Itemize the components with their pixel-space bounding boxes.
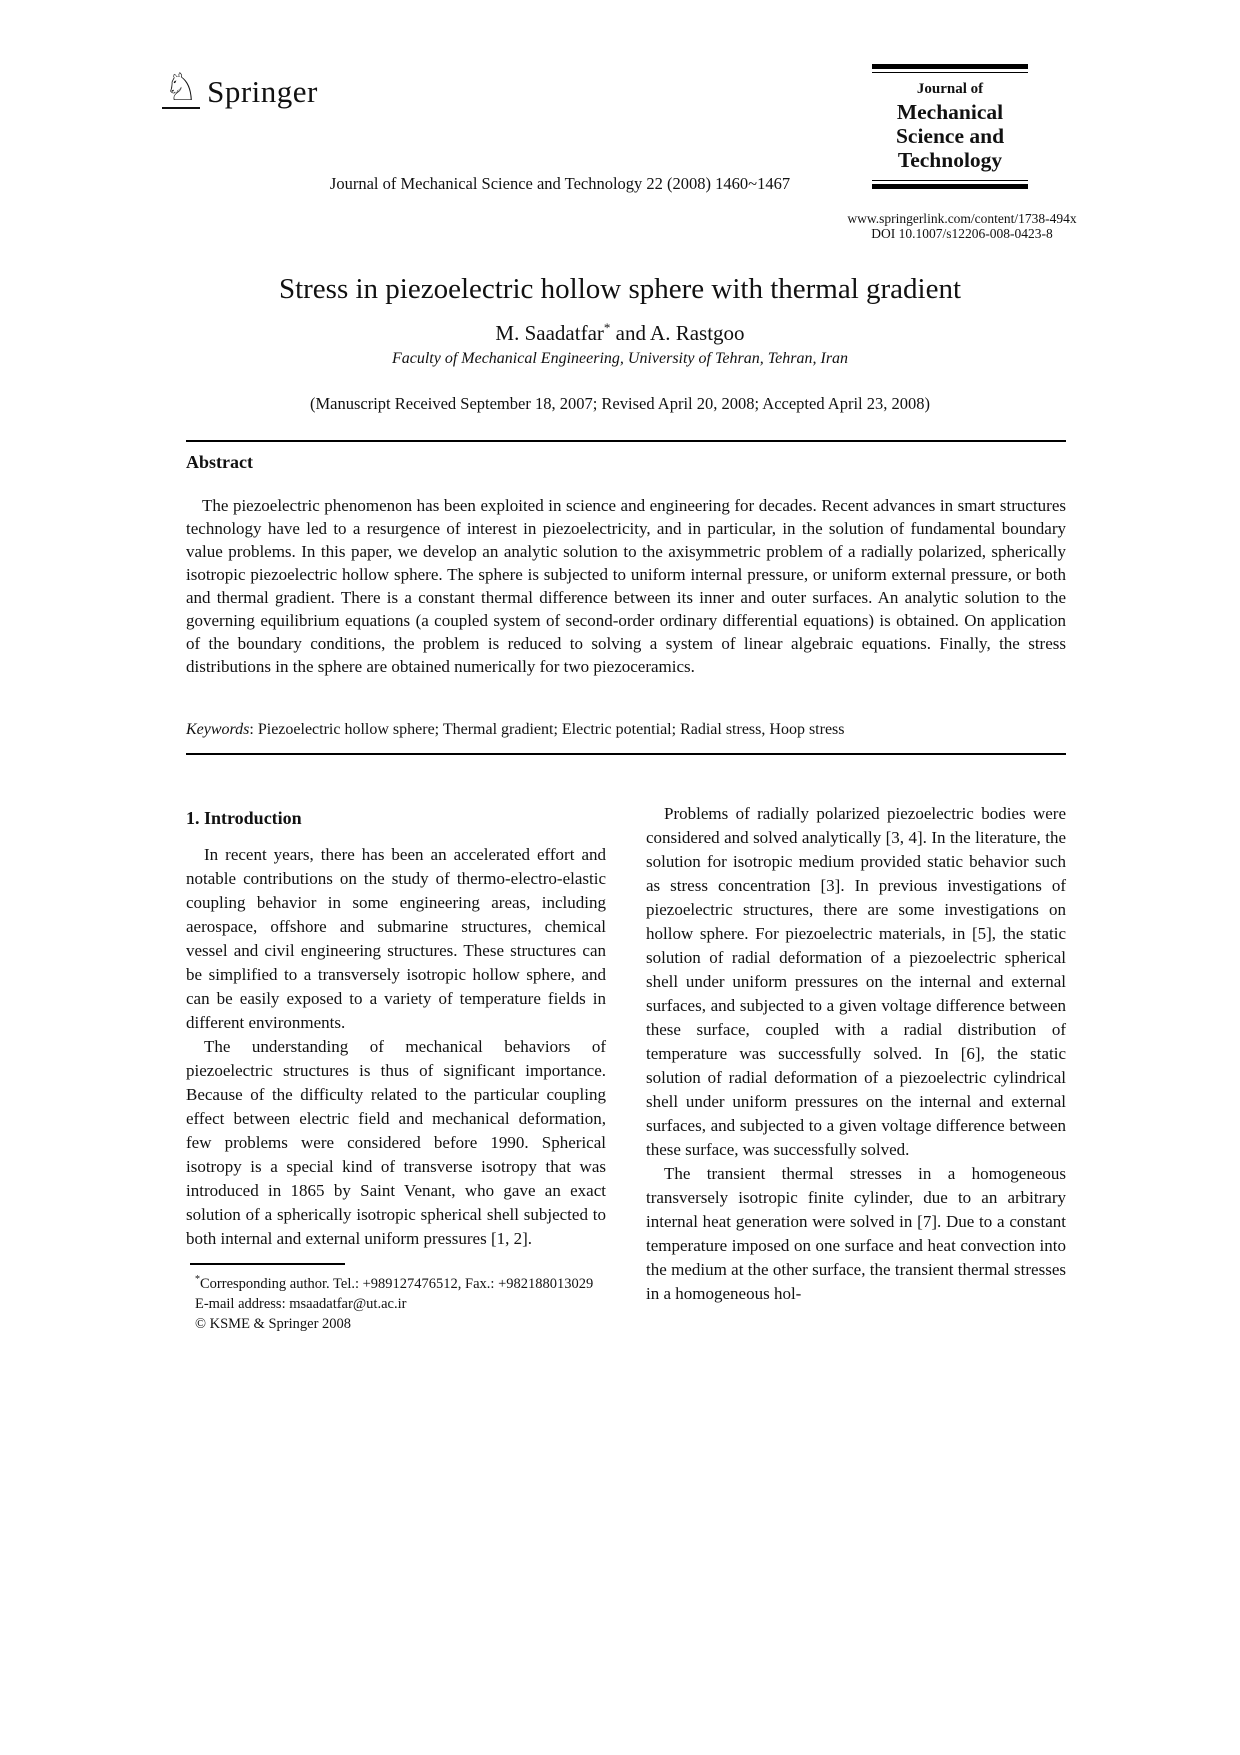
publisher-name: Springer [207, 74, 318, 109]
footnote-corresponding-author [190, 1270, 606, 1294]
footnote-rule [190, 1263, 345, 1265]
paragraph: The transient thermal stresses in a homogeneous transversely isotropic finite cylinder, due to an arbitrary internal heat generation were solved in [7]. Due to a constant temperature imposed on one surface and heat convection into the medium at the other surface, the transient thermal stresses in a homogeneous hol- [646, 1164, 1066, 1303]
footnote-copyright: © KSME & Springer 2008 [195, 1315, 352, 1332]
footnote-contact: Corresponding author. Tel.: +989127476512, Fax.: +982188013029 [200, 1275, 594, 1292]
journal-of-label: Journal of [916, 81, 984, 97]
authors-line [120, 320, 1120, 346]
footnote-marker: * [195, 1274, 200, 1285]
body-columns [186, 800, 1066, 1334]
journal-citation-line: Journal of Mechanical Science and Technology 22 (2008) 1460~1467 [329, 174, 791, 193]
author-1: M. Saadatfar [495, 321, 604, 345]
author-2: and A. Rastgoo [610, 321, 745, 345]
paragraph: Problems of radially polarized piezoelectric bodies were considered and solved analytically [3, 4]. In the literature, the solution for isotropic medium provided static behavior such as stress concentration [3]. In previous investigations of piezoelectric structures, there are some investigations on hollow sphere. For piezoelectric materials, in [5], the static solution of radial deformation of a piezoelectric spherical shell under uniform pressures on the internal and external surfaces, and subjected to a given voltage difference between these surface, coupled with a radial distribution of temperature was successfully solved. In [6], the static solution of radial deformation of a piezoelectric cylindrical shell under uniform pressures on the internal and external surfaces, and subjected to a given voltage difference between these surface, was successfully solved. [646, 804, 1066, 1159]
rule-thin [872, 180, 1028, 181]
affiliation-line: Faculty of Mechanical Engineering, University of Tehran, Tehran, Iran [391, 350, 849, 367]
abstract-text: The piezoelectric phenomenon has been exploited in science and engineering for decades. Recent advances in smart structures technology have led to a resurgence of interest in piezoelectricity, and in particular, in the solution of fundamental boundary value problems. In this paper, we develop an analytic solution to the axisymmetric problem of a radially polarized, spherically isotropic piezoelectric hollow sphere. The sphere is subjected to uniform internal pressure, or uniform external pressure, or both and thermal gradient. There is a constant thermal difference between its inner and outer surfaces. An analytic solution to the governing equilibrium equations (a coupled system of second-order ordinary differential equations) is obtained. On application of the boundary conditions, the problem is reduced to solving a system of linear algebraic equations. Finally, the stress distributions in the sphere are obtained numerically for two piezoceramics. [186, 496, 1066, 676]
paragraph: The understanding of mechanical behaviors of piezoelectric structures is thus of significant importance. Because of the difficulty related to the particular coupling effect between electric field and mechanical deformation, few problems were considered before 1990. Spherical isotropy is a special kind of transverse isotropy that was introduced in 1865 by Saint Venant, who gave an exact solution of a spherically isotropic spherical shell subjected to both internal and external uniform pressures [1, 2]. [186, 1037, 606, 1248]
keywords-list: : Piezoelectric hollow sphere; Thermal gradient; Electric potential; Radial stress, Hoop stress [249, 721, 845, 738]
footnote-block [186, 1263, 606, 1334]
journal-name: Mechanical Science and Technology [895, 100, 1005, 172]
abstract-bottom-rule [186, 753, 1066, 755]
keywords-line [186, 721, 1066, 739]
journal-masthead-box [872, 64, 1028, 189]
rule-thin [872, 72, 1028, 73]
rule-thick [872, 184, 1028, 189]
springer-horse-icon: ♘ [164, 65, 199, 109]
corresponding-author-marker: * [603, 320, 611, 335]
manuscript-history-line: (Manuscript Received September 18, 2007; Revised April 20, 2008; Accepted April 23, 2008) [309, 394, 930, 413]
footnote-email: E-mail address: msaadatfar@ut.ac.ir [195, 1295, 407, 1312]
springerlink-url: www.springerlink.com/content/1738-494x [847, 211, 1077, 226]
section-heading-introduction: 1. Introduction [186, 808, 302, 828]
left-column [186, 800, 606, 1334]
masthead-bottom-rules [872, 180, 1028, 189]
abstract-heading: Abstract [186, 452, 253, 472]
abstract-top-rule [186, 440, 1066, 442]
paper-title: Stress in piezoelectric hollow sphere with thermal gradient [278, 273, 962, 305]
link-doi-block [838, 211, 1086, 241]
paragraph: In recent years, there has been an accelerated effort and notable contributions on the study of thermo-electro-elastic coupling behavior in some engineering areas, including aerospace, offshore and submarine structures, chemical vessel and civil engineering structures. These structures can be simplified to a transversely isotropic hollow sphere, and can be easily exposed to a variety of temperature fields in different environments. [186, 845, 606, 1032]
rule-thick [872, 64, 1028, 69]
right-column [646, 800, 1066, 1334]
keywords-label: Keywords [186, 721, 250, 738]
doi-line: DOI 10.1007/s12206-008-0423-8 [871, 226, 1053, 241]
springer-logo [162, 65, 318, 109]
masthead-top-rules [872, 64, 1028, 73]
